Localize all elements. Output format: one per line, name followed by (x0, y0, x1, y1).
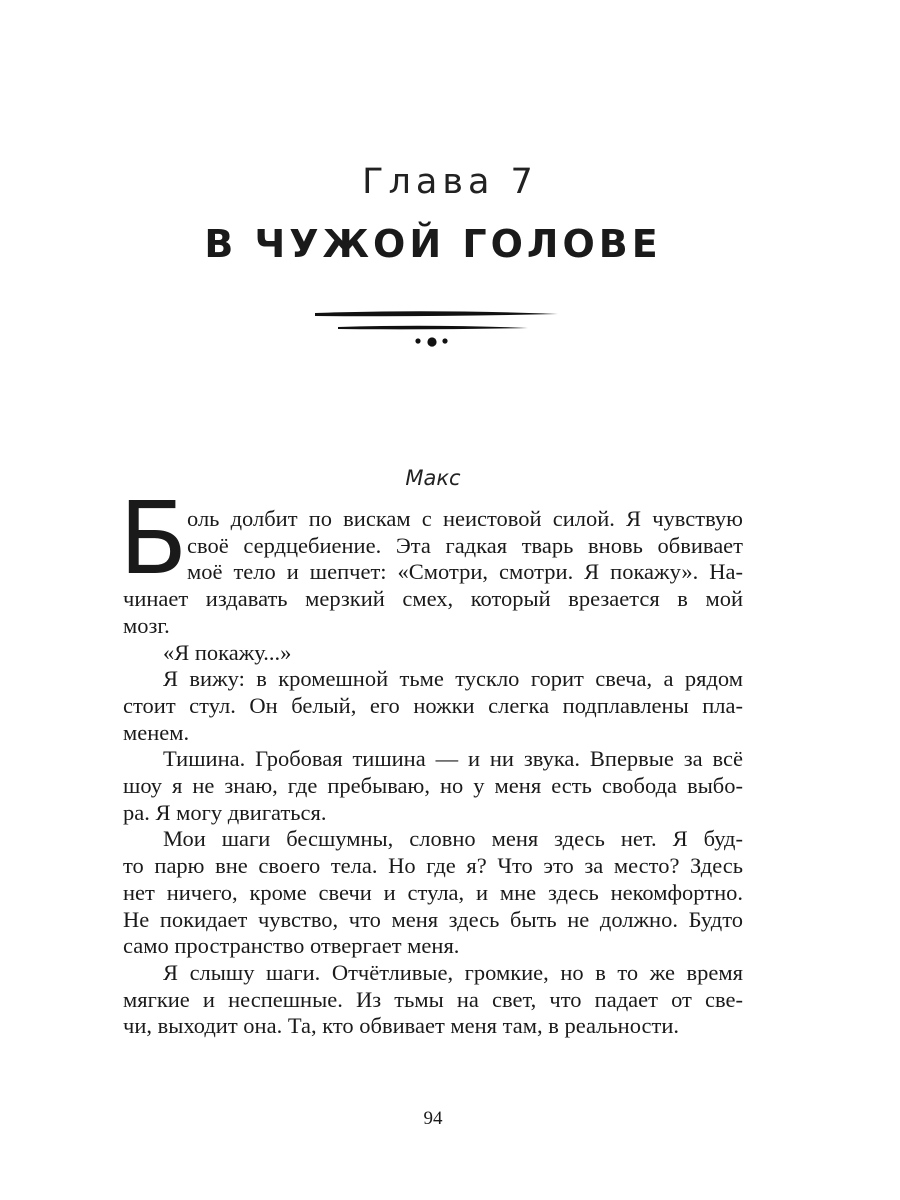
chapter-number: Глава 7 (362, 162, 538, 202)
text-line: мягкие и неспешные. Из тьмы на свет, что падает от све- (123, 986, 743, 1012)
text-line: менем. (123, 719, 190, 745)
page-number: 94 (423, 1108, 443, 1129)
text-line: нет ничего, кроме свечи и стула, и мне здесь некомфортно. (123, 879, 743, 905)
drop-cap: Б (119, 480, 188, 597)
text-line: ра. Я могу двигаться. (123, 799, 327, 825)
text-line: чинает издавать мерзкий смех, который врезается в мой (123, 586, 743, 612)
text-line: Я слышу шаги. Отчётливые, громкие, но в то же время (163, 959, 743, 985)
text-line: «Я покажу...» (163, 639, 292, 665)
text-line: своё сердцебиение. Эта гадкая тварь вновь обвивает (187, 532, 743, 558)
text-line: то парю вне своего тела. Но где я? Что это за место? Здесь (123, 853, 743, 879)
text-line: Я вижу: в кромешной тьме тускло горит свеча, а рядом (163, 666, 743, 692)
pov-character: Макс (405, 466, 461, 490)
text-line: стоит стул. Он белый, его ножки слегка подплавлены пла- (123, 692, 743, 718)
text-line: Не покидает чувство, что меня здесь быть не должно. Будто (123, 906, 743, 932)
text-line: оль долбит по вискам с неистовой силой. Я чувствую (187, 506, 743, 531)
chapter-title: В ЧУЖОЙ ГОЛОВЕ (204, 222, 662, 266)
text-line: шоу я не знаю, где пребываю, но у меня есть свобода выбо- (123, 773, 743, 798)
chapter-ornament-icon (310, 300, 560, 350)
text-line: Тишина. Гробовая тишина — и ни звука. Впервые за всё (163, 746, 743, 772)
text-line: чи, выходит она. Та, кто обвивает меня там, в реальности. (123, 1013, 679, 1039)
text-line: мозг. (123, 612, 170, 638)
text-line: само пространство отвергает меня. (123, 933, 460, 959)
text-line: Мои шаги бесшумны, словно меня здесь нет. Я буд- (163, 826, 743, 852)
text-line: моё тело и шепчет: «Смотри, смотри. Я покажу». На- (187, 559, 743, 585)
